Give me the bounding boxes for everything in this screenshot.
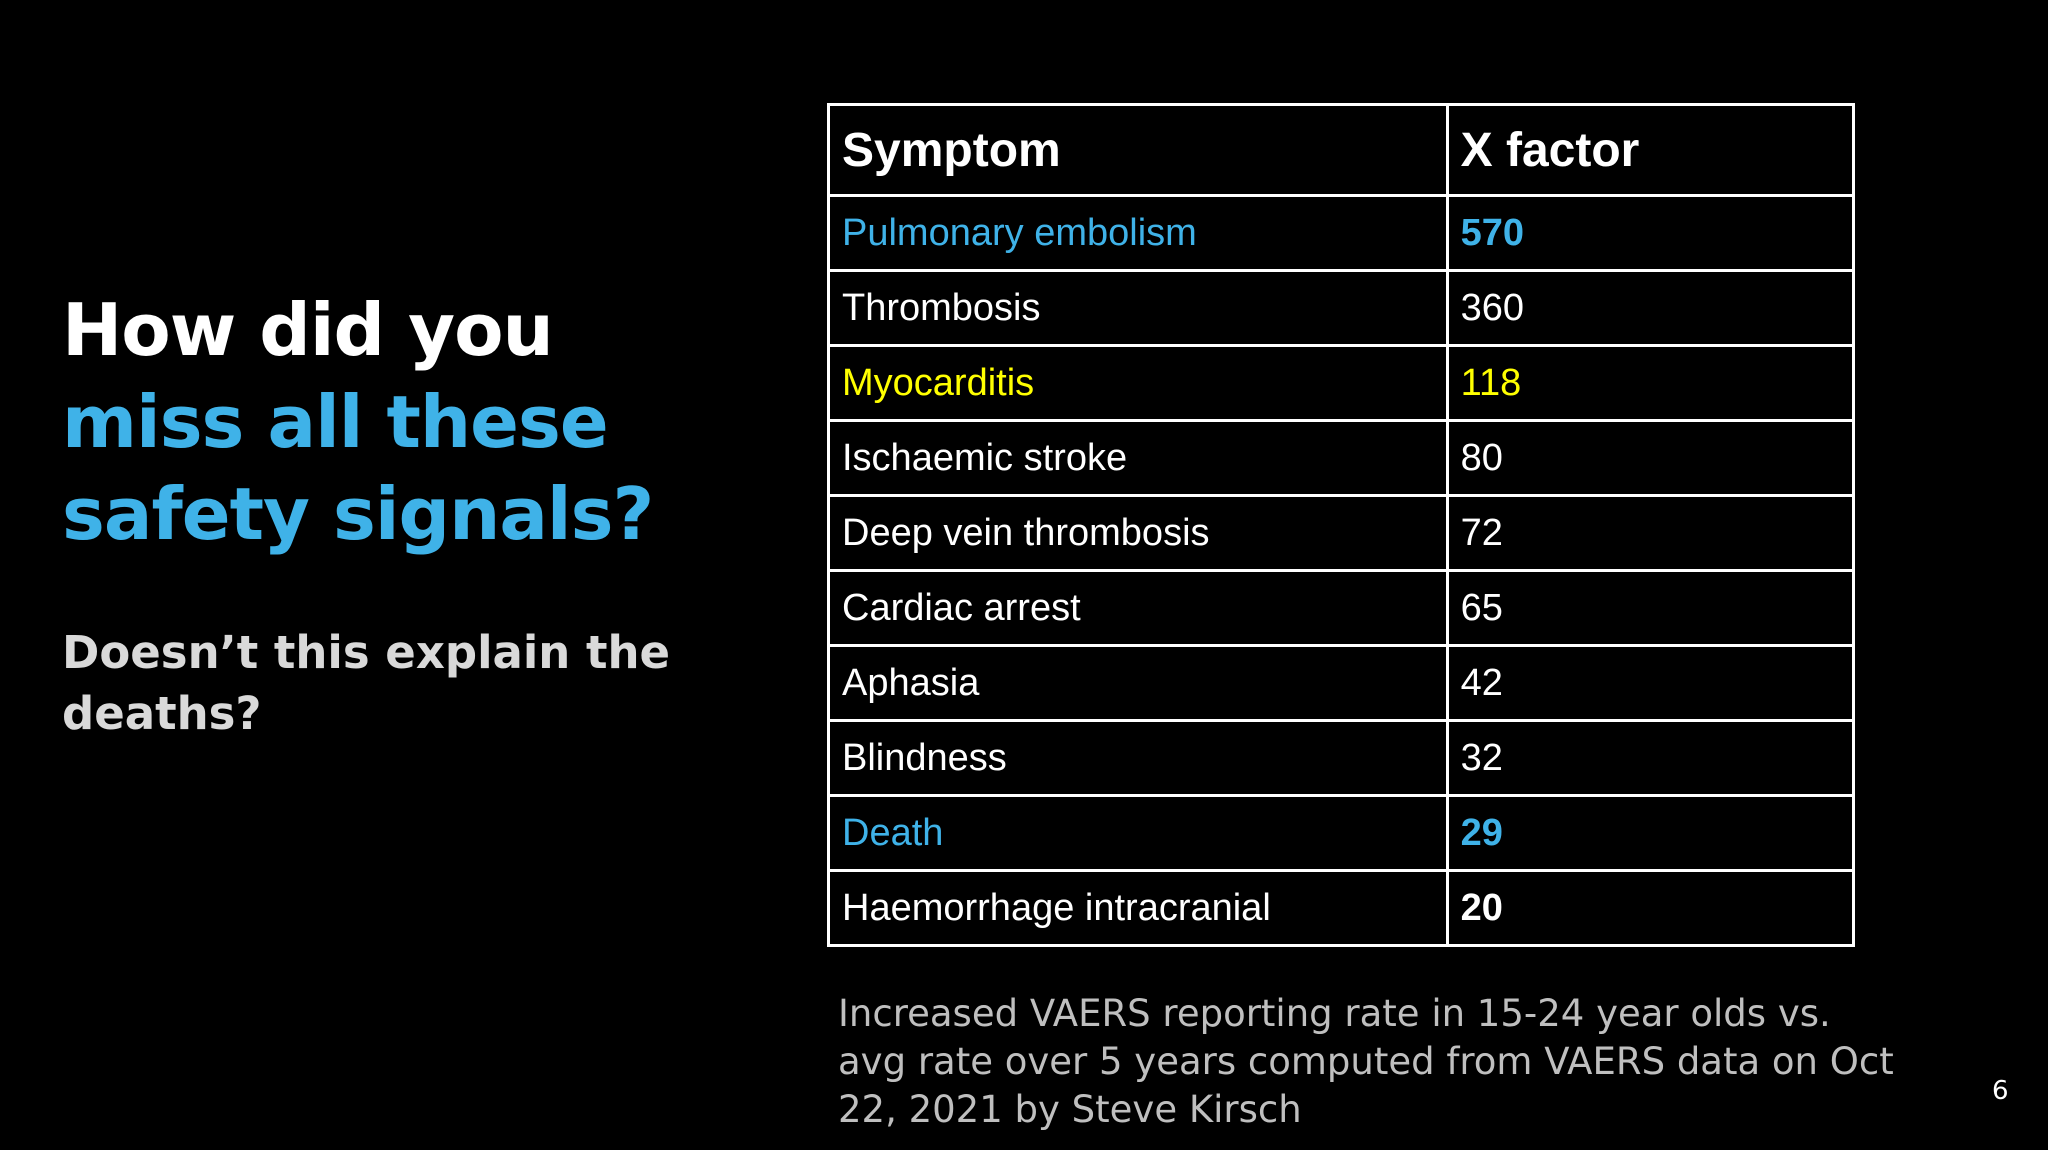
symptom-cell: Cardiac arrest [829, 571, 1448, 646]
x-factor-cell: 42 [1447, 646, 1853, 721]
symptom-cell: Haemorrhage intracranial [829, 871, 1448, 946]
subhead-line-1: Doesn’t this explain the [62, 626, 671, 679]
headline [62, 284, 762, 560]
table-row [829, 871, 1854, 946]
symptom-cell: Thrombosis [829, 271, 1448, 346]
x-factor-cell: 65 [1447, 571, 1853, 646]
table-row [829, 196, 1854, 271]
caption-line-2: avg rate over 5 years computed from VAERS data on Oct [838, 1040, 1894, 1083]
subhead [62, 622, 682, 744]
x-factor-cell: 80 [1447, 421, 1853, 496]
table-row [829, 796, 1854, 871]
x-factor-cell: 118 [1447, 346, 1853, 421]
x-factor-cell: 72 [1447, 496, 1853, 571]
caption-line-1: Increased VAERS reporting rate in 15-24 year olds vs. [838, 992, 1831, 1035]
symptom-cell: Ischaemic stroke [829, 421, 1448, 496]
symptom-table [827, 103, 1855, 947]
table-row [829, 421, 1854, 496]
symptom-cell: Deep vein thrombosis [829, 496, 1448, 571]
x-factor-cell: 29 [1447, 796, 1853, 871]
x-factor-cell: 20 [1447, 871, 1853, 946]
headline-line-3: safety signals? [62, 472, 654, 556]
table-header-row [829, 105, 1854, 196]
symptom-cell: Myocarditis [829, 346, 1448, 421]
table-row [829, 271, 1854, 346]
x-factor-cell: 360 [1447, 271, 1853, 346]
symptom-cell: Aphasia [829, 646, 1448, 721]
symptom-cell: Pulmonary embolism [829, 196, 1448, 271]
x-factor-cell: 32 [1447, 721, 1853, 796]
page-number: 6 [1992, 1076, 2009, 1106]
table-row [829, 346, 1854, 421]
table-row [829, 496, 1854, 571]
header-symptom: Symptom [829, 105, 1448, 196]
symptom-cell: Blindness [829, 721, 1448, 796]
table-row [829, 571, 1854, 646]
header-x-factor: X factor [1447, 105, 1853, 196]
symptom-cell: Death [829, 796, 1448, 871]
caption-line-3: 22, 2021 by Steve Kirsch [838, 1088, 1302, 1131]
x-factor-cell: 570 [1447, 196, 1853, 271]
table-row [829, 721, 1854, 796]
subhead-line-2: deaths? [62, 687, 262, 740]
table-row [829, 646, 1854, 721]
source-caption [838, 990, 1898, 1134]
headline-line-1: How did you [62, 288, 553, 372]
headline-line-2: miss all these [62, 380, 608, 464]
